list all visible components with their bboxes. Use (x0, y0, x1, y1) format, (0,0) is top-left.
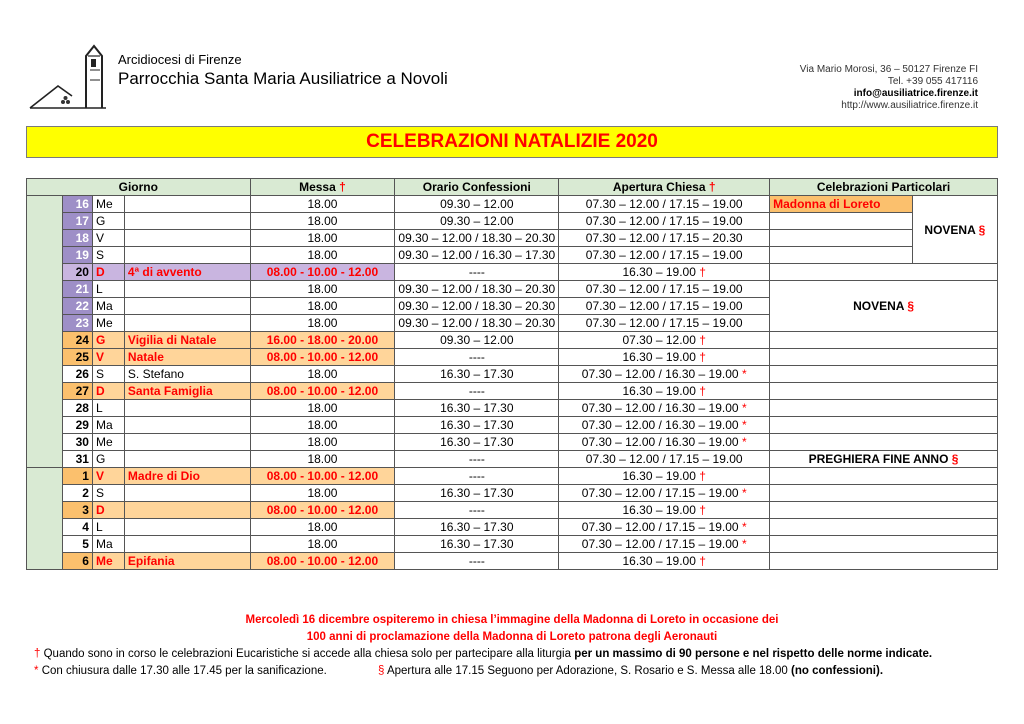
weekday: S (92, 366, 124, 383)
special-empty (770, 502, 998, 519)
opening-hours: 07.30 – 12.00 / 17.15 – 20.30 (559, 230, 770, 247)
weekday: V (92, 230, 124, 247)
table-row (27, 468, 998, 485)
event-name (124, 281, 250, 298)
day-number: 20 (63, 264, 93, 281)
header-row (27, 179, 998, 196)
mass-times: 08.00 - 10.00 - 12.00 (250, 264, 395, 281)
day-number: 2 (63, 485, 93, 502)
event-name (124, 451, 250, 468)
event-name (124, 519, 250, 536)
weekday: Ma (92, 417, 124, 434)
weekday: Me (92, 196, 124, 213)
page-title: CELEBRAZIONI NATALIZIE 2020 (26, 126, 998, 158)
mass-times: 18.00 (250, 485, 395, 502)
confession-times: ---- (395, 502, 559, 519)
confession-times: ---- (395, 383, 559, 400)
day-number: 6 (63, 553, 93, 570)
confession-times: ---- (395, 553, 559, 570)
confession-times: ---- (395, 349, 559, 366)
opening-hours: 16.30 – 19.00 † (559, 553, 770, 570)
mass-times: 18.00 (250, 417, 395, 434)
event-name (124, 315, 250, 332)
confession-times: 09.30 – 12.00 / 18.30 – 20.30 (395, 298, 559, 315)
special-empty (770, 247, 913, 264)
email: info@ausiliatrice.firenze.it (853, 88, 978, 99)
mass-times: 18.00 (250, 400, 395, 417)
weekday: Ma (92, 298, 124, 315)
confession-times: 16.30 – 17.30 (395, 366, 559, 383)
confession-times: ---- (395, 468, 559, 485)
opening-hours: 07.30 – 12.00 / 17.15 – 19.00 * (559, 519, 770, 536)
weekday: L (92, 281, 124, 298)
month-label-december (27, 196, 63, 468)
weekday: G (92, 451, 124, 468)
address: Via Mario Morosi, 36 – 50127 Firenze FI (799, 64, 978, 75)
event-name (124, 298, 250, 315)
confession-times: 09.30 – 12.00 / 18.30 – 20.30 (395, 281, 559, 298)
mass-times: 16.00 - 18.00 - 20.00 (250, 332, 395, 349)
opening-hours: 07.30 – 12.00 / 16.30 – 19.00 * (559, 366, 770, 383)
diocese-name: Arcidiocesi di Firenze (118, 52, 242, 67)
weekday: V (92, 468, 124, 485)
weekday: L (92, 519, 124, 536)
special-empty (770, 434, 998, 451)
mass-times: 08.00 - 10.00 - 12.00 (250, 502, 395, 519)
table-row (27, 332, 998, 349)
special-empty (770, 213, 913, 230)
opening-hours: 16.30 – 19.00 † (559, 264, 770, 281)
opening-hours: 07.30 – 12.00 / 17.15 – 19.00 (559, 281, 770, 298)
church-logo-icon (28, 40, 110, 112)
event-name: Natale (124, 349, 250, 366)
special-empty (770, 366, 998, 383)
mass-times: 08.00 - 10.00 - 12.00 (250, 383, 395, 400)
confession-times: 16.30 – 17.30 (395, 485, 559, 502)
weekday: D (92, 383, 124, 400)
opening-hours: 07.30 – 12.00 † (559, 332, 770, 349)
weekday: Ma (92, 536, 124, 553)
mass-times: 18.00 (250, 196, 395, 213)
table-row (27, 213, 998, 230)
event-name (124, 230, 250, 247)
day-number: 5 (63, 536, 93, 553)
table-row (27, 451, 998, 468)
opening-hours: 07.30 – 12.00 / 17.15 – 19.00 * (559, 536, 770, 553)
special-empty (770, 332, 998, 349)
event-name: S. Stefano (124, 366, 250, 383)
schedule-table (26, 178, 998, 570)
day-number: 17 (63, 213, 93, 230)
weekday: G (92, 332, 124, 349)
event-name (124, 485, 250, 502)
weekday: D (92, 264, 124, 281)
contact-block (800, 64, 978, 112)
event-name (124, 213, 250, 230)
table-row (27, 553, 998, 570)
table-row (27, 349, 998, 366)
event-name (124, 434, 250, 451)
confession-times: 16.30 – 17.30 (395, 417, 559, 434)
confession-times: 09.30 – 12.00 (395, 332, 559, 349)
opening-hours: 07.30 – 12.00 / 17.15 – 19.00 (559, 451, 770, 468)
loreto-note-line2: 100 anni di proclamazione della Madonna di Loreto patrona degli Aeronauti (306, 631, 718, 643)
weekday: D (92, 502, 124, 519)
header-opening: Apertura Chiesa † (559, 179, 770, 196)
weekday: G (92, 213, 124, 230)
opening-hours: 16.30 – 19.00 † (559, 502, 770, 519)
special-empty (770, 519, 998, 536)
dagger-note: † Quando sono in corso le celebrazioni Eucaristiche si accede alla chiesa solo per partecipare alla liturgia per un massimo di 90 persone e nel rispetto delle norme indicate. (34, 648, 933, 660)
parish-name: Parrocchia Santa Maria Ausiliatrice a Novoli (118, 69, 448, 88)
weekday: Me (92, 553, 124, 570)
table-row (27, 536, 998, 553)
weekday: L (92, 400, 124, 417)
table-row (27, 230, 998, 247)
opening-hours: 07.30 – 12.00 / 17.15 – 19.00 (559, 315, 770, 332)
event-name: Santa Famiglia (124, 383, 250, 400)
event-name (124, 502, 250, 519)
weekday: Me (92, 315, 124, 332)
event-name: Epifania (124, 553, 250, 570)
table-row (27, 400, 998, 417)
table-row (27, 434, 998, 451)
special-novena-2: NOVENA § (770, 281, 998, 332)
mass-times: 18.00 (250, 366, 395, 383)
day-number: 22 (63, 298, 93, 315)
day-number: 23 (63, 315, 93, 332)
table-row (27, 502, 998, 519)
confession-times: ---- (395, 264, 559, 281)
header-day: Giorno (27, 179, 251, 196)
day-number: 24 (63, 332, 93, 349)
confession-times: 16.30 – 17.30 (395, 400, 559, 417)
opening-hours: 07.30 – 12.00 / 16.30 – 19.00 * (559, 417, 770, 434)
day-number: 28 (63, 400, 93, 417)
month-label-january (27, 468, 63, 570)
day-number: 26 (63, 366, 93, 383)
phone: Tel. +39 055 417116 (887, 76, 978, 87)
event-name: Madre di Dio (124, 468, 250, 485)
weekday: S (92, 247, 124, 264)
table-row (27, 417, 998, 434)
table-row (27, 247, 998, 264)
confession-times: 09.30 – 12.00 (395, 213, 559, 230)
opening-hours: 16.30 – 19.00 † (559, 383, 770, 400)
mass-times: 18.00 (250, 519, 395, 536)
day-number: 16 (63, 196, 93, 213)
special-empty (770, 349, 998, 366)
event-name: 4ª di avvento (124, 264, 250, 281)
table-row (27, 281, 998, 298)
day-number: 25 (63, 349, 93, 366)
weekday: S (92, 485, 124, 502)
mass-times: 08.00 - 10.00 - 12.00 (250, 468, 395, 485)
confession-times: 16.30 – 17.30 (395, 434, 559, 451)
special-empty (770, 553, 998, 570)
confession-times: ---- (395, 451, 559, 468)
mass-times: 18.00 (250, 213, 395, 230)
special-empty (770, 417, 998, 434)
special-empty (770, 468, 998, 485)
opening-hours: 07.30 – 12.00 / 17.15 – 19.00 (559, 247, 770, 264)
special-empty (770, 485, 998, 502)
mass-times: 08.00 - 10.00 - 12.00 (250, 349, 395, 366)
mass-times: 18.00 (250, 298, 395, 315)
confession-times: 16.30 – 17.30 (395, 519, 559, 536)
section-note: § Apertura alle 17.15 Seguono per Adorazione, S. Rosario e S. Messa alle 18.00 (no confessioni). (378, 665, 884, 677)
opening-hours: 07.30 – 12.00 / 17.15 – 19.00 (559, 298, 770, 315)
special-empty (770, 383, 998, 400)
star-note: * Con chiusura dalle 17.30 alle 17.45 per la sanificazione. (34, 665, 327, 677)
mass-times: 18.00 (250, 315, 395, 332)
day-number: 29 (63, 417, 93, 434)
day-number: 27 (63, 383, 93, 400)
header-confessions: Orario Confessioni (395, 179, 559, 196)
table-row (27, 519, 998, 536)
weekday: V (92, 349, 124, 366)
confession-times: 09.30 – 12.00 / 18.30 – 20.30 (395, 230, 559, 247)
confession-times: 16.30 – 17.30 (395, 536, 559, 553)
special-empty (770, 536, 998, 553)
mass-times: 18.00 (250, 434, 395, 451)
website: http://www.ausiliatrice.firenze.it (841, 100, 978, 111)
mass-times: 18.00 (250, 451, 395, 468)
mass-times: 18.00 (250, 536, 395, 553)
opening-hours: 16.30 – 19.00 † (559, 468, 770, 485)
special-empty (770, 264, 998, 281)
event-name (124, 400, 250, 417)
event-name (124, 417, 250, 434)
day-number: 30 (63, 434, 93, 451)
opening-hours: 07.30 – 12.00 / 17.15 – 19.00 * (559, 485, 770, 502)
event-name: Vigilia di Natale (124, 332, 250, 349)
special-empty (770, 230, 913, 247)
special-novena-1: NOVENA § (912, 196, 997, 264)
weekday: Me (92, 434, 124, 451)
day-number: 4 (63, 519, 93, 536)
day-number: 21 (63, 281, 93, 298)
opening-hours: 07.30 – 12.00 / 17.15 – 19.00 (559, 196, 770, 213)
header-special: Celebrazioni Particolari (770, 179, 998, 196)
table-row (27, 383, 998, 400)
loreto-note-line1: Mercoledì 16 dicembre ospiteremo in chiesa l’immagine della Madonna di Loreto in occasione dei (245, 614, 779, 626)
day-number: 3 (63, 502, 93, 519)
opening-hours: 07.30 – 12.00 / 16.30 – 19.00 * (559, 434, 770, 451)
table-row (27, 366, 998, 383)
table-row (27, 264, 998, 281)
special-preghiera: PREGHIERA FINE ANNO § (770, 451, 998, 468)
special-empty (770, 400, 998, 417)
opening-hours: 07.30 – 12.00 / 17.15 – 19.00 (559, 213, 770, 230)
day-number: 1 (63, 468, 93, 485)
mass-times: 18.00 (250, 230, 395, 247)
mass-times: 18.00 (250, 247, 395, 264)
day-number: 31 (63, 451, 93, 468)
confession-times: 09.30 – 12.00 (395, 196, 559, 213)
special-loreto: Madonna di Loreto (770, 196, 913, 213)
opening-hours: 16.30 – 19.00 † (559, 349, 770, 366)
header-mass: Messa † (250, 179, 395, 196)
day-number: 19 (63, 247, 93, 264)
mass-times: 18.00 (250, 281, 395, 298)
event-name (124, 536, 250, 553)
event-name (124, 196, 250, 213)
mass-times: 08.00 - 10.00 - 12.00 (250, 553, 395, 570)
opening-hours: 07.30 – 12.00 / 16.30 – 19.00 * (559, 400, 770, 417)
day-number: 18 (63, 230, 93, 247)
event-name (124, 247, 250, 264)
confession-times: 09.30 – 12.00 / 18.30 – 20.30 (395, 315, 559, 332)
table-row (27, 196, 998, 213)
confession-times: 09.30 – 12.00 / 16.30 – 17.30 (395, 247, 559, 264)
table-row (27, 485, 998, 502)
